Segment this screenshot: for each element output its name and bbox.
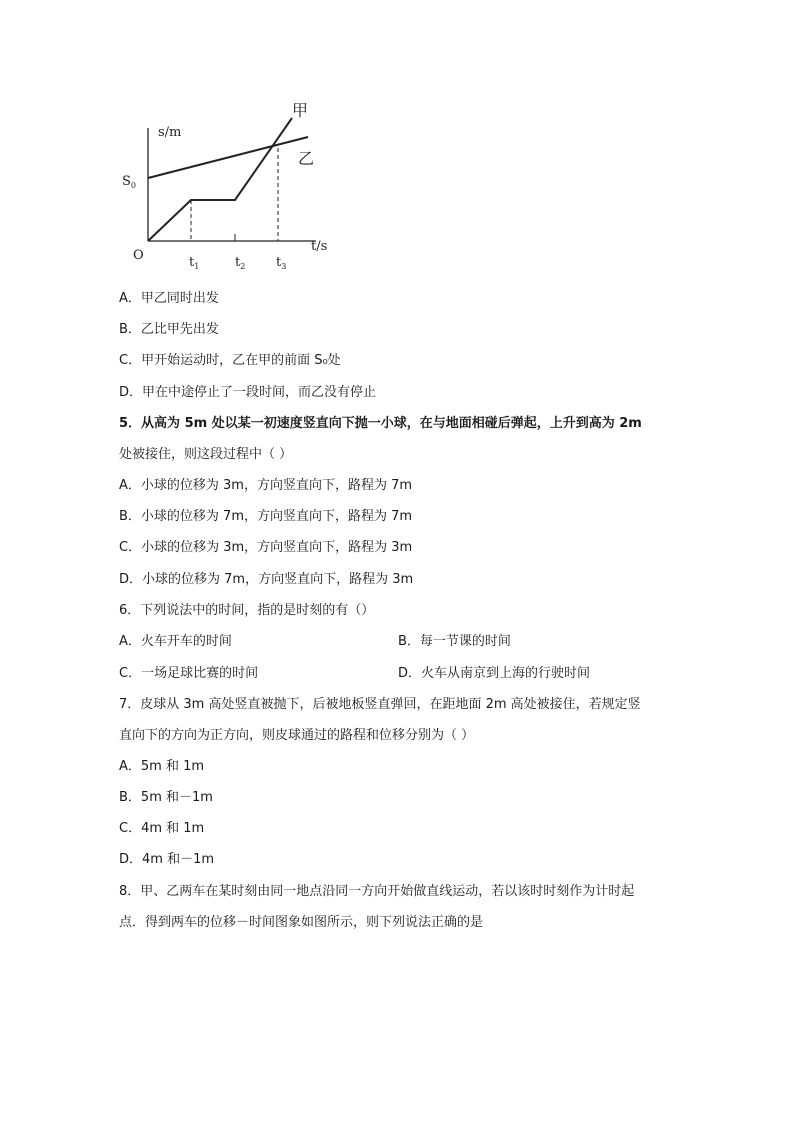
q7-option-c: C．4m 和 1m — [119, 821, 205, 836]
q7-option-b: B．5m 和－1m — [119, 790, 213, 805]
q5-option-d: D．小球的位移为 7m，方向竖直向下，路程为 3m — [119, 572, 414, 587]
q6-option-d: D．火车从南京到上海的行驶时间 — [398, 666, 591, 681]
q4-option-b: B．乙比甲先出发 — [119, 322, 219, 337]
q8-stem-line2: 点．得到两车的位移－时间图象如图所示，则下列说法正确的是 — [119, 915, 484, 930]
q5-stem-line1: 5．从高为 5m 处以某一初速度竖直向下抛一小球，在与地面相碰后弹起，上升到高为 2m — [119, 416, 642, 431]
q6-stem: 6．下列说法中的时间，指的是时刻的有（） — [119, 603, 375, 618]
q8-stem-line1: 8．甲、乙两车在某时刻由同一地点沿同一方向开始做直线运动，若以该时时刻作为计时起 — [119, 884, 635, 899]
line-yi-label: 乙 — [298, 149, 315, 168]
q4-option-c: C．甲开始运动时，乙在甲的前面 S₀处 — [119, 353, 341, 368]
t2-label: $t_2$ — [235, 255, 246, 271]
t3-label: $t_3$ — [276, 255, 287, 271]
q7-option-a: A．5m 和 1m — [119, 759, 205, 774]
q5-option-b: B．小球的位移为 7m，方向竖直向下，路程为 7m — [119, 509, 413, 524]
q5-option-a: A．小球的位移为 3m，方向竖直向下，路程为 7m — [119, 478, 413, 493]
q6-option-a: A．火车开车的时间 — [119, 634, 232, 649]
line-jia-label: 甲 — [292, 101, 309, 120]
x-axis-label: t/s — [311, 239, 328, 254]
q7-stem-line2: 直向下的方向为正方向，则皮球通过的路程和位移分别为（ ） — [119, 728, 475, 743]
origin-label: O — [133, 248, 144, 263]
displacement-time-graph — [118, 96, 338, 276]
q4-option-a: A．甲乙同时出发 — [119, 291, 219, 306]
y-axis-label: s/m — [158, 125, 182, 140]
q5-option-c: C．小球的位移为 3m，方向竖直向下，路程为 3m — [119, 540, 413, 555]
q6-option-b: B．每一节课的时间 — [398, 634, 511, 649]
s0-label: $S_0$ — [122, 174, 136, 190]
q5-stem-line2: 处被接住，则这段过程中（ ） — [119, 447, 293, 462]
q6-option-c: C．一场足球比赛的时间 — [119, 666, 259, 681]
graph-svg — [118, 96, 338, 276]
q4-option-d: D．甲在中途停止了一段时间，而乙没有停止 — [119, 385, 377, 400]
line-yi — [148, 137, 308, 178]
t1-label: $t_1$ — [189, 255, 200, 271]
q7-stem-line1: 7．皮球从 3m 高处竖直被抛下，后被地板竖直弹回，在距地面 2m 高处被接住，若规定竖 — [119, 697, 641, 712]
q7-option-d: D．4m 和－1m — [119, 852, 215, 867]
